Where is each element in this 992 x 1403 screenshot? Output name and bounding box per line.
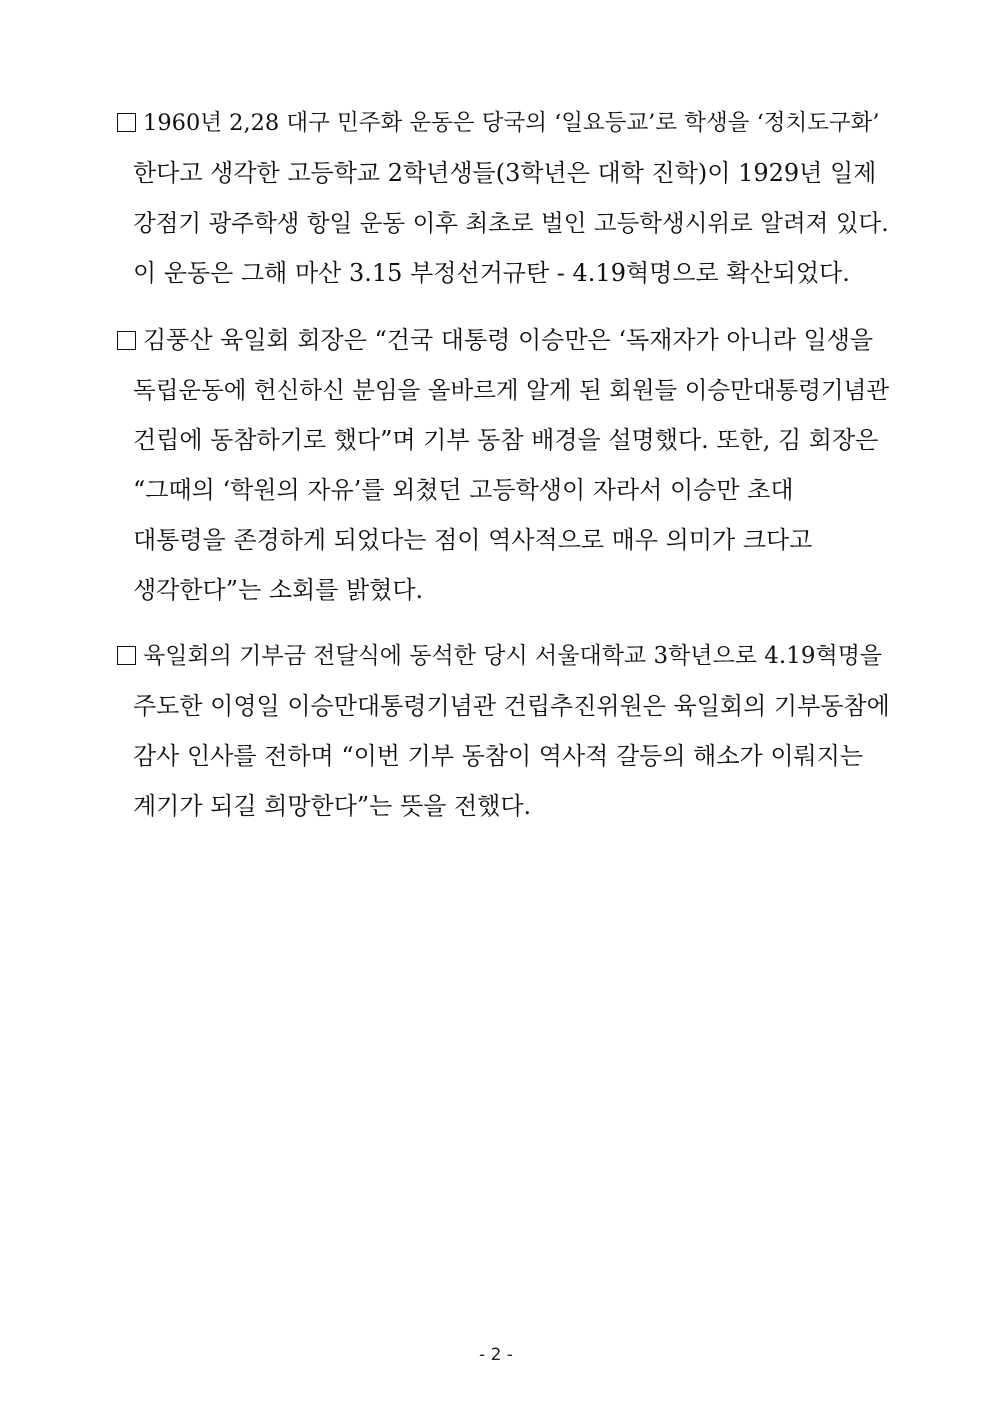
page-number: - 2 - xyxy=(479,1345,513,1365)
paragraph-line: 주도한 이영일 이승만대통령기념관 건립추진위원은 육일회의 기부동참에 xyxy=(133,692,890,720)
paragraph-line: “그때의 ‘학원의 자유’를 외쳤던 고등학생이 자라서 이승만 초대 xyxy=(133,476,794,504)
paragraph-line xyxy=(117,325,873,355)
square-bullet-icon xyxy=(117,113,136,132)
paragraph-line: 한다고 생각한 고등학교 2학년생들(3학년은 대학 진학)이 1929년 일제 xyxy=(133,159,877,187)
paragraph-line: 강점기 광주학생 항일 운동 이후 최초로 벌인 고등학생시위로 알려져 있다. xyxy=(133,209,889,237)
paragraph-line: 계기가 되길 희망한다”는 뜻을 전했다. xyxy=(133,792,532,820)
square-bullet-icon xyxy=(117,646,136,665)
line-text: 김풍산 육일회 회장은 “건국 대통령 이승만은 ‘독재자가 아니라 일생을 xyxy=(143,326,874,354)
paragraph-line xyxy=(117,641,882,671)
line-text: 육일회의 기부금 전달식에 동석한 당시 서울대학교 3학년으로 4.19혁명을 xyxy=(143,643,883,669)
paragraph-line: 건립에 동참하기로 했다”며 기부 동참 배경을 설명했다. 또한, 김 회장은 xyxy=(133,426,879,454)
line-text: 1960년 2,28 대구 민주화 운동은 당국의 ‘일요등교’로 학생을 ‘정치도구화’ xyxy=(143,110,880,136)
paragraph-line: 대통령을 존경하게 되었다는 점이 역사적으로 매우 의미가 크다고 xyxy=(133,526,813,554)
paragraph-line: 독립운동에 헌신하신 분임을 올바르게 알게 된 회원들 이승만대통령기념관 xyxy=(133,376,890,404)
paragraph-line xyxy=(117,108,880,138)
paragraph-line: 감사 인사를 전하며 “이번 기부 동참이 역사적 갈등의 해소가 이뤄지는 xyxy=(133,742,864,770)
square-bullet-icon xyxy=(117,331,136,350)
paragraph-line: 생각한다”는 소회를 밝혔다. xyxy=(133,576,424,604)
paragraph-line: 이 운동은 그해 마산 3.15 부정선거규탄 - 4.19혁명으로 확산되었다. xyxy=(133,259,850,287)
